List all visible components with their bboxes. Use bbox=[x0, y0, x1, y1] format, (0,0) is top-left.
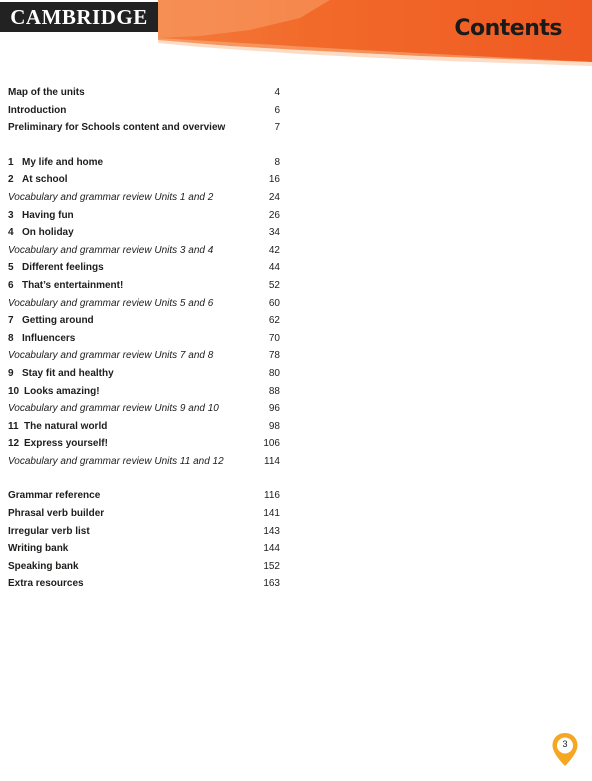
unit-number: 11 bbox=[8, 420, 19, 432]
unit-title: My life and home bbox=[22, 156, 104, 168]
toc-entry-title: Vocabulary and grammar review Units 9 and 10 bbox=[8, 403, 219, 415]
toc-page-number: 88 bbox=[268, 385, 280, 397]
toc-entry bbox=[8, 224, 280, 242]
toc-review-entry bbox=[8, 453, 280, 471]
toc-review-entry bbox=[8, 347, 280, 365]
toc-entry bbox=[8, 312, 280, 330]
toc-entry bbox=[8, 523, 280, 541]
unit-title: Different feelings bbox=[22, 262, 104, 274]
back-matter-list bbox=[8, 487, 280, 593]
toc-page-number: 141 bbox=[263, 508, 280, 520]
toc-entry-title: Introduction bbox=[8, 104, 67, 116]
toc-entry bbox=[8, 558, 280, 576]
toc-entry-title: Irregular verb list bbox=[8, 525, 90, 537]
unit-title: Influencers bbox=[22, 332, 76, 344]
toc-page-number: 34 bbox=[268, 227, 280, 239]
toc-entry bbox=[8, 575, 280, 593]
unit-number: 3 bbox=[8, 209, 14, 221]
unit-number: 5 bbox=[8, 262, 14, 274]
toc-review-entry bbox=[8, 295, 280, 313]
toc-page-number: 96 bbox=[268, 403, 280, 415]
page-header bbox=[0, 0, 592, 70]
unit-title: Stay fit and healthy bbox=[22, 367, 114, 379]
toc-entry-title bbox=[8, 330, 75, 348]
toc-entry bbox=[8, 102, 280, 120]
toc-page-number: 163 bbox=[263, 578, 280, 590]
toc-entry-title bbox=[8, 171, 68, 189]
unit-title: The natural world bbox=[24, 420, 108, 432]
toc-entry-title: Grammar reference bbox=[8, 490, 101, 502]
toc-page-number: 106 bbox=[263, 438, 280, 450]
toc-page-number: 4 bbox=[274, 87, 280, 98]
toc-entry-title bbox=[8, 277, 123, 295]
unit-title: On holiday bbox=[22, 227, 74, 239]
toc-entry-title bbox=[8, 154, 103, 172]
toc-entry-title: Extra resources bbox=[8, 578, 84, 590]
unit-title: Looks amazing! bbox=[24, 385, 100, 397]
toc-entry-title: Preliminary for Schools content and overview bbox=[8, 122, 226, 134]
front-matter-list bbox=[8, 84, 280, 137]
location-pin-icon bbox=[551, 732, 579, 768]
toc-entry-title bbox=[8, 312, 94, 330]
toc-entry bbox=[8, 487, 280, 505]
toc-entry bbox=[8, 84, 280, 102]
unit-number: 9 bbox=[8, 367, 14, 379]
toc-page-number: 26 bbox=[268, 209, 280, 221]
toc-page-number: 44 bbox=[268, 262, 280, 274]
toc-review-entry bbox=[8, 242, 280, 260]
toc-entry bbox=[8, 277, 280, 295]
unit-title: Getting around bbox=[22, 315, 94, 327]
toc-entry-title: Writing bank bbox=[8, 543, 69, 555]
unit-number: 2 bbox=[8, 174, 14, 186]
toc-entry-title bbox=[8, 418, 107, 436]
toc-page-number: 42 bbox=[268, 244, 280, 256]
toc-page-number: 98 bbox=[268, 420, 280, 432]
toc-entry bbox=[8, 383, 280, 401]
toc-entry bbox=[8, 330, 280, 348]
toc-page-number: 52 bbox=[268, 279, 280, 291]
toc-page-number: 8 bbox=[274, 156, 280, 168]
toc-page-number: 7 bbox=[274, 122, 280, 134]
toc-entry-title: Vocabulary and grammar review Units 11 and 12 bbox=[8, 455, 224, 467]
toc-entry-title bbox=[8, 259, 104, 277]
toc-entry bbox=[8, 207, 280, 225]
unit-number: 6 bbox=[8, 279, 14, 291]
toc-page-number: 6 bbox=[274, 104, 280, 116]
toc-entry-title bbox=[8, 224, 74, 242]
unit-number: 10 bbox=[8, 385, 20, 397]
toc-review-entry bbox=[8, 400, 280, 418]
toc-page-number: 78 bbox=[268, 350, 280, 362]
toc-page-number: 80 bbox=[268, 367, 280, 379]
toc-page-number: 16 bbox=[268, 174, 280, 186]
unit-number: 4 bbox=[8, 227, 14, 239]
toc-page-number: 143 bbox=[263, 525, 280, 537]
units-list bbox=[8, 154, 280, 471]
unit-title: Express yourself! bbox=[24, 438, 108, 450]
toc-entry-title: Phrasal verb builder bbox=[8, 508, 105, 520]
toc-entry-title bbox=[8, 383, 100, 401]
toc-entry bbox=[8, 418, 280, 436]
toc-entry bbox=[8, 119, 280, 137]
unit-number: 7 bbox=[8, 315, 14, 327]
toc-entry bbox=[8, 171, 280, 189]
toc-entry bbox=[8, 365, 280, 383]
unit-title: Having fun bbox=[22, 209, 74, 221]
toc-entry-title bbox=[8, 435, 108, 453]
toc-entry-title bbox=[8, 365, 114, 383]
toc-entry bbox=[8, 154, 280, 172]
toc-entry-title: Vocabulary and grammar review Units 7 and 8 bbox=[8, 350, 214, 362]
page-number: 3 bbox=[562, 739, 568, 749]
toc-entry-title: Vocabulary and grammar review Units 5 and 6 bbox=[8, 297, 214, 309]
toc-entry bbox=[8, 540, 280, 558]
toc-page-number: 24 bbox=[268, 191, 280, 203]
toc-entry-title: Map of the units bbox=[8, 87, 85, 98]
toc-page-number: 116 bbox=[264, 490, 280, 502]
unit-title: That’s entertainment! bbox=[22, 279, 124, 291]
unit-title: At school bbox=[22, 174, 68, 186]
unit-number: 12 bbox=[8, 438, 20, 450]
page-title: Contents bbox=[454, 16, 562, 41]
table-of-contents bbox=[8, 84, 280, 610]
toc-entry-title: Vocabulary and grammar review Units 1 and 2 bbox=[8, 191, 214, 203]
toc-page-number: 60 bbox=[268, 297, 280, 309]
brand-name: CAMBRIDGE bbox=[10, 4, 148, 29]
toc-page-number: 152 bbox=[263, 560, 280, 572]
toc-entry bbox=[8, 435, 280, 453]
toc-entry bbox=[8, 505, 280, 523]
toc-entry-title: Speaking bank bbox=[8, 560, 79, 572]
toc-page-number: 62 bbox=[268, 315, 280, 327]
toc-page-number: 70 bbox=[268, 332, 280, 344]
cambridge-logo bbox=[0, 2, 158, 32]
toc-page-number: 144 bbox=[263, 543, 280, 555]
toc-entry-title bbox=[8, 207, 74, 225]
toc-review-entry bbox=[8, 189, 280, 207]
toc-entry bbox=[8, 259, 280, 277]
toc-entry-title: Vocabulary and grammar review Units 3 and 4 bbox=[8, 244, 214, 256]
unit-number: 1 bbox=[8, 156, 14, 168]
unit-number: 8 bbox=[8, 332, 14, 344]
toc-page-number: 114 bbox=[264, 455, 280, 467]
page-number-badge bbox=[551, 732, 579, 768]
